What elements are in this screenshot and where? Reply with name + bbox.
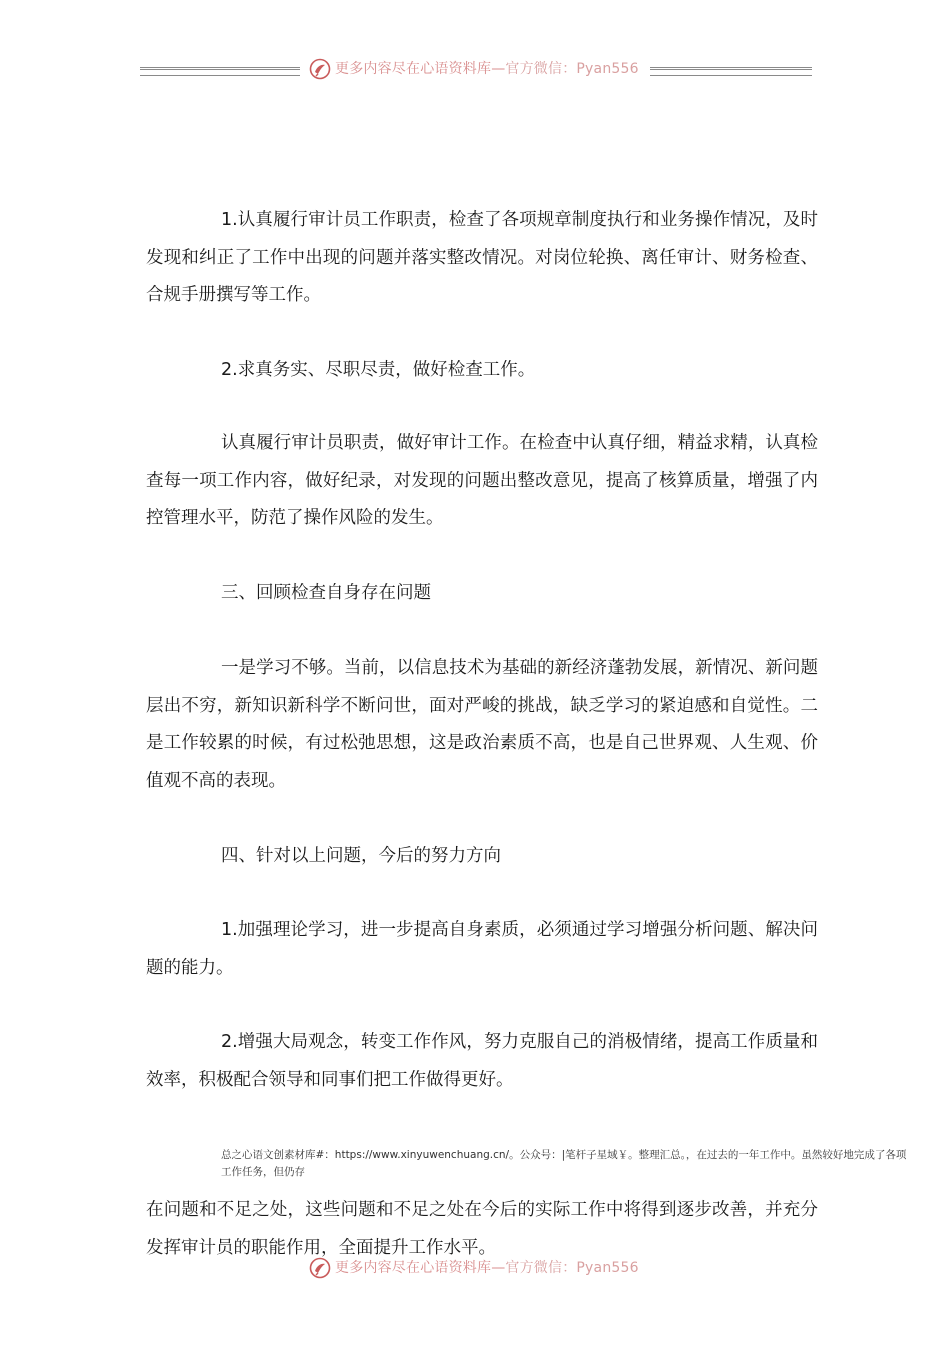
footer-brand-logo-icon bbox=[309, 1257, 331, 1279]
header-banner-text bbox=[335, 59, 639, 79]
paragraph-3: 认真履行审计员职责，做好审计工作。在检查中认真仔细，精益求精，认真检查每一项工作内容，做好纪录，对发现的问题出整改意见，提高了核算质量，增强了内控管理水平，防范了操作风险的发生。 bbox=[146, 433, 818, 528]
footer-wechat: 官方微信：Pyan556 bbox=[505, 1260, 639, 1276]
paragraph-5: 1.加强理论学习，进一步提高自身素质，必须通过学习增强分析问题、解决问题的能力。 bbox=[146, 920, 818, 978]
section-heading-3: 三、回顾检查自身存在问题 bbox=[221, 583, 431, 603]
footer-banner bbox=[0, 1257, 950, 1281]
paragraph-4: 一是学习不够。当前，以信息技术为基础的新经济蓬勃发展，新情况、新问题层出不穷，新知识新科学不断问世，面对严峻的挑战，缺乏学习的紧迫感和自觉性。二是工作较累的时候，有过松弛思想，这是政治素质不高，也是自己世界观、人生观、价值观不高的表现。 bbox=[146, 658, 818, 791]
header-rule-right bbox=[650, 67, 812, 76]
header-wechat: 官方微信：Pyan556 bbox=[505, 61, 639, 77]
header-rule-left bbox=[140, 67, 300, 76]
footer-brand: 更多内容尽在心语资料库 bbox=[335, 1260, 492, 1276]
source-note: 总之心语文创素材库#：https://www.xinyuwenchuang.cn/。公众号：|笔杆子星域￥。整理汇总。，在过去的一年工作中。虽然较好地完成了各项工作任务，但仍存 bbox=[221, 1149, 907, 1178]
tail-paragraph: 在问题和不足之处，这些问题和不足之处在今后的实际工作中将得到逐步改善，并充分发挥审计员的职能作用，全面提升工作水平。 bbox=[146, 1200, 818, 1258]
paragraph-2: 2.求真务实、尽职尽责，做好检查工作。 bbox=[221, 360, 536, 380]
brand-logo-icon bbox=[309, 58, 331, 80]
header-brand: 更多内容尽在心语资料库 bbox=[335, 61, 492, 77]
header-separator: — bbox=[491, 61, 506, 77]
footer-banner-text bbox=[335, 1258, 639, 1278]
header-banner bbox=[0, 58, 950, 82]
footer-separator: — bbox=[491, 1260, 506, 1276]
section-heading-4: 四、针对以上问题，今后的努力方向 bbox=[221, 846, 501, 866]
paragraph-1: 1.认真履行审计员工作职责，检查了各项规章制度执行和业务操作情况，及时发现和纠正了工作中出现的问题并落实整改情况。对岗位轮换、离任审计、财务检查、合规手册撰写等工作。 bbox=[146, 210, 818, 305]
paragraph-6: 2.增强大局观念，转变工作作风，努力克服自己的消极情绪，提高工作质量和效率，积极配合领导和同事们把工作做得更好。 bbox=[146, 1032, 818, 1090]
